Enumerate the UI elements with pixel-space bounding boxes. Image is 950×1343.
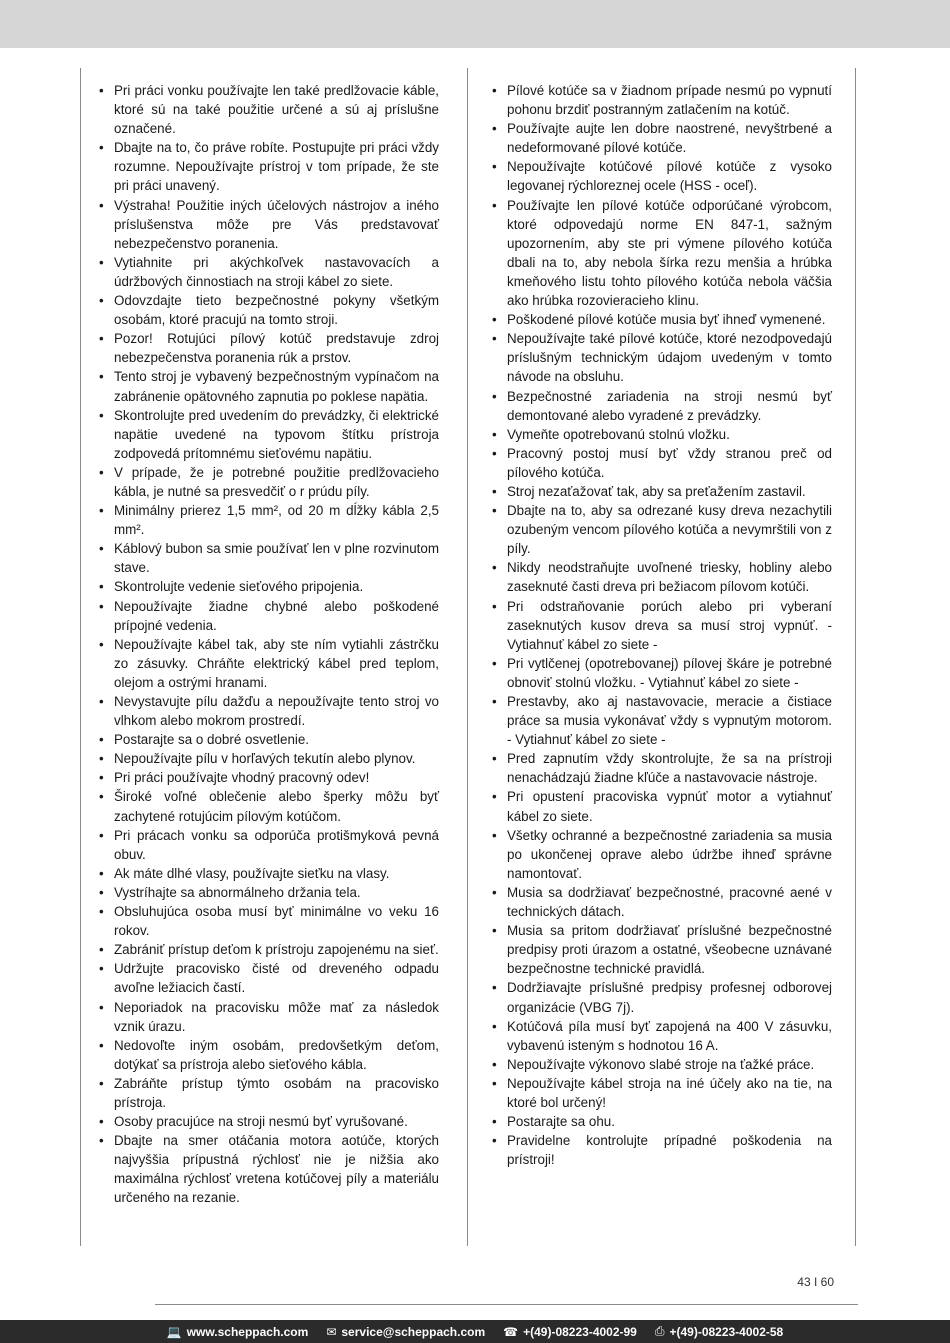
list-item: • Pred zapnutím vždy skontrolujte, že sa na prístroji nenachádzajú žiadne kľúče a nastavovacie nástroje.: [491, 749, 832, 787]
list-item: • Postarajte sa o dobré osvetlenie.: [98, 730, 439, 749]
envelope-icon: ✉: [326, 1324, 337, 1339]
list-item: • Pri odstraňovanie porúch alebo pri vyberaní zaseknutých kusov dreva sa musí stroj vypnúť. - Vytiahnuť kábel zo siete -: [491, 597, 832, 654]
phone-text: +(49)-08223-4002-99: [523, 1324, 637, 1339]
footer-rule: [155, 1304, 858, 1305]
list-item: • Kotúčová píla musí byť zapojená na 400 V zásuvku, vybavenú isteným s hodnotou 16 A.: [491, 1017, 832, 1055]
monitor-icon: 💻: [166, 1324, 182, 1339]
footer-bar: [0, 1320, 950, 1343]
list-item: • Pri prácach vonku sa odporúča protišmyková pevná obuv.: [98, 826, 439, 864]
list-item: • Vymeňte opotrebovanú stolnú vložku.: [491, 425, 832, 444]
list-item: • Skontrolujte pred uvedením do prevádzky, či elektrické napätie uvedené na typovom štítku prístroja zodpovedá prítomnému sieťovému napätiu.: [98, 406, 439, 463]
right-bullet-list: [491, 81, 832, 1169]
list-item: • Zabráňte prístup týmto osobám na pracovisko prístroja.: [98, 1074, 439, 1112]
list-item: • Minimálny prierez 1,5 mm², od 20 m dĺžky kábla 2,5 mm².: [98, 501, 439, 539]
list-item: • Pravidelne kontrolujte prípadné poškodenia na prístroji!: [491, 1131, 832, 1169]
list-item: • Dodržiavajte príslušné predpisy profesnej odborovej organizácie (VBG 7j).: [491, 978, 832, 1016]
list-item: • Musia sa dodržiavať bezpečnostné, pracovné aené v technických dátach.: [491, 883, 832, 921]
list-item: • Nepoužívajte také pílové kotúče, ktoré nezodpovedajú príslušným technickým údajom uvedeným v tomto návode na obsluhu.: [491, 329, 832, 386]
footer-website[interactable]: [167, 1325, 309, 1339]
list-item: • Bezpečnostné zariadenia na stroji nesmú byť demontované alebo vyradené z prevádzky.: [491, 387, 832, 425]
footer-phone: [503, 1325, 637, 1339]
right-column: [491, 81, 832, 1169]
list-item: • Nepoužívajte kábel tak, aby ste ním vytiahli zástrčku zo zásuvky. Chráňte elektrický kábel pred teplom, olejom a ostrými hranami.: [98, 635, 439, 692]
list-item: • Odovzdajte tieto bezpečnostné pokyny všetkým osobám, ktoré pracujú na tomto stroji.: [98, 291, 439, 329]
list-item: • Vytiahnite pri akýchkoľvek nastavovacích a údržbových činnostiach na stroji kábel zo siete.: [98, 253, 439, 291]
list-item: • Používajte len pílové kotúče odporúčané výrobcom, ktoré odpovedajú norme EN 847-1, sažným upozornením, aby ste pri výmene pílového kotúča dbali na to, aby nebola šírka rezu menšia a hrúbka kmeňového listu tohto pílového kotúča nebola väčšia ako hrúbka rozovieracieho klinu.: [491, 196, 832, 311]
footer-email[interactable]: [326, 1325, 485, 1339]
header-band: [0, 0, 950, 48]
list-item: • Osoby pracujúce na stroji nesmú byť vyrušované.: [98, 1112, 439, 1131]
list-item: • Nepoužívajte žiadne chybné alebo poškodené prípojné vedenia.: [98, 597, 439, 635]
list-item: • Prestavby, ako aj nastavovacie, meracie a čistiace práce sa musia vykonávať vždy s vypnutým motorom. - Vytiahnuť kábel zo siete -: [491, 692, 832, 749]
list-item: • Ak máte dlhé vlasy, používajte sieťku na vlasy.: [98, 864, 439, 883]
list-item: • Postarajte sa ohu.: [491, 1112, 832, 1131]
list-item: • Skontrolujte vedenie sieťového pripojenia.: [98, 577, 439, 596]
list-item: • Pri opustení pracoviska vypnúť motor a vytiahnuť kábel zo siete.: [491, 787, 832, 825]
list-item: • Obsluhujúca osoba musí byť minimálne vo veku 16 rokov.: [98, 902, 439, 940]
list-item: • Pri práci vonku používajte len také predlžovacie káble, ktoré sú na také použitie určené a sú aj príslušne označené.: [98, 81, 439, 138]
list-item: • Všetky ochranné a bezpečnostné zariadenia sa musia po ukončenej oprave alebo údržbe ihneď správne namontovať.: [491, 826, 832, 883]
column-rule-right: [855, 68, 856, 1246]
list-item: • Stroj nezaťažovať tak, aby sa preťažením zastavil.: [491, 482, 832, 501]
list-item: • Nikdy neodstraňujte uvoľnené triesky, hobliny alebo zaseknuté časti dreva pri bežiacom pílovom kotúči.: [491, 558, 832, 596]
list-item: • Pracovný postoj musí byť vždy stranou preč od pílového kotúča.: [491, 444, 832, 482]
list-item: • Pri vytlčenej (opotrebovanej) pílovej škáre je potrebné obnoviť stolnú vložku. - Vytiahnuť kábel zo siete -: [491, 654, 832, 692]
list-item: • Pílové kotúče sa v žiadnom prípade nesmú po vypnutí pohonu brzdiť postranným zatlačením na kotúč.: [491, 81, 832, 119]
website-text: www.scheppach.com: [186, 1324, 309, 1339]
list-item: • Udržujte pracovisko čisté od dreveného odpadu avoľne ležiacich častí.: [98, 959, 439, 997]
list-item: • Poškodené pílové kotúče musia byť ihneď vymenené.: [491, 310, 832, 329]
list-item: • Výstraha! Použitie iných účelových nástrojov a iného príslušenstva môže pre Vás predstavovať nebezpečenstvo poranenia.: [98, 196, 439, 253]
list-item: • Musia sa pritom dodržiavať príslušné bezpečnostné predpisy proti úrazom a ostatné, všeobecne uznávané bezpečnostne technické pravidlá.: [491, 921, 832, 978]
list-item: • Káblový bubon sa smie používať len v plne rozvinutom stave.: [98, 539, 439, 577]
list-item: • Tento stroj je vybavený bezpečnostným vypínačom na zabránenie opätovného zapnutia po poklese napätia.: [98, 367, 439, 405]
footer-fax: [655, 1324, 783, 1339]
fax-text: +(49)-08223-4002-58: [669, 1324, 784, 1339]
page-number: 43 I 60: [797, 1275, 834, 1289]
list-item: • Vystríhajte sa abnormálneho držania tela.: [98, 883, 439, 902]
list-item: • Pozor! Rotujúci pílový kotúč predstavuje zdroj nebezpečenstva poranenia rúk a prstov.: [98, 329, 439, 367]
left-bullet-list: [98, 81, 439, 1208]
list-item: • Nedovoľte iným osobám, predovšetkým deťom, dotýkať sa prístroja alebo sieťového kábla.: [98, 1036, 439, 1074]
list-item: • Dbajte na to, čo práve robíte. Postupujte pri práci vždy rozumne. Nepoužívajte prístroj v tom prípade, že ste pri práci unavený.: [98, 138, 439, 195]
column-rule-middle: [467, 68, 468, 1246]
left-column: [98, 81, 439, 1208]
list-item: • Zabrániť prístup deťom k prístroju zapojenému na sieť.: [98, 940, 439, 959]
list-item: • V prípade, že je potrebné použitie predlžovacieho kábla, je nutné sa presvedčiť o r prúdu píly.: [98, 463, 439, 501]
list-item: • Používajte aujte len dobre naostrené, nevyštrbené a nedeformované pílové kotúče.: [491, 119, 832, 157]
list-item: • Nepoužívajte výkonovo slabé stroje na ťažké práce.: [491, 1055, 832, 1074]
list-item: • Pri práci používajte vhodný pracovný odev!: [98, 768, 439, 787]
list-item: • Široké voľné oblečenie alebo šperky môžu byť zachytené rotujúcim pílovým kotúčom.: [98, 787, 439, 825]
list-item: • Neporiadok na pracovisku môže mať za následok vznik úrazu.: [98, 998, 439, 1036]
list-item: • Nepoužívajte kotúčové pílové kotúče z vysoko legovanej rýchloreznej ocele (HSS - oceľ).: [491, 157, 832, 195]
list-item: • Nevystavujte pílu dažďu a nepoužívajte tento stroj vo vlhkom alebo mokrom prostredí.: [98, 692, 439, 730]
phone-icon: ☎: [503, 1324, 519, 1339]
fax-icon: ⎙: [654, 1324, 665, 1338]
list-item: • Dbajte na to, aby sa odrezané kusy dreva nezachytili ozubeným vencom pílového kotúča a nevymrštili von z píly.: [491, 501, 832, 558]
list-item: • Nepoužívajte kábel stroja na iné účely ako na tie, na ktoré bol určený!: [491, 1074, 832, 1112]
column-rule-left: [80, 68, 81, 1246]
email-text: service@scheppach.com: [341, 1324, 486, 1339]
list-item: • Nepoužívajte pílu v horľavých tekutín alebo plynov.: [98, 749, 439, 768]
list-item: • Dbajte na smer otáčania motora aotúče, ktorých najvyššia prípustná rýchlosť nie je nižšia ako maximálna rýchlosť vretena kotúčovej píly a materiálu určeného na rezanie.: [98, 1131, 439, 1207]
